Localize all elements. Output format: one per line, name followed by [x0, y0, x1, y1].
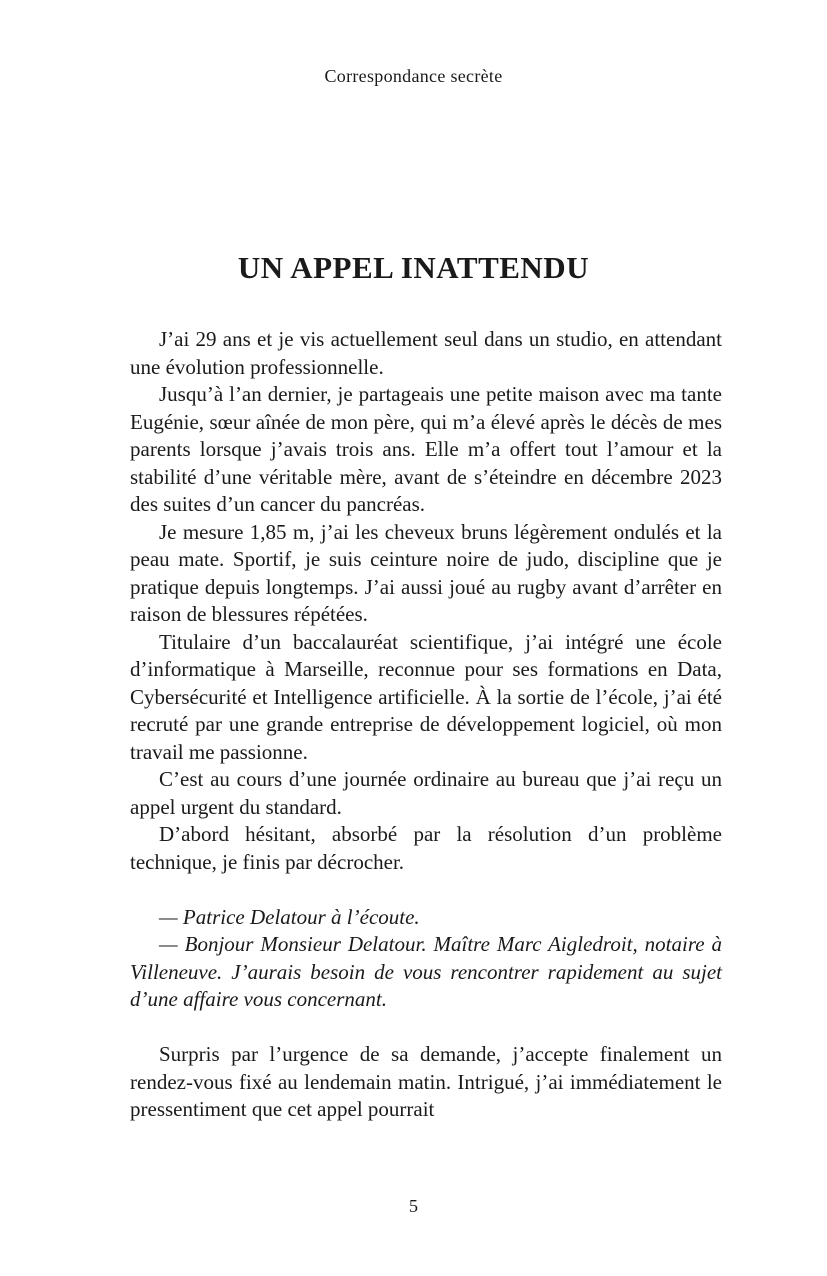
paragraph: Jusqu’à l’an dernier, je partageais une petite maison avec ma tante Eugénie, sœur aînée de mon père, qui m’a élevé après le décès de mes parents lorsque j’avais trois ans. Elle m’a offert tout l’amour et la stabilité d’une véritable mère, avant de s’éteindre en décembre 2023 des suites d’un cancer du pancréas. [130, 382, 722, 516]
paragraph: Je mesure 1,85 m, j’ai les cheveux bruns légèrement ondulés et la peau mate. Sportif, je suis ceinture noire de judo, discipline que je pratique depuis longtemps. J’ai aussi joué au rugby avant d’arrêter en raison de blessures répétées. [130, 519, 722, 626]
paragraph: Titulaire d’un baccalauréat scientifique, j’ai intégré une école d’informatique à Marseille, reconnue pour ses formations en Data, Cybersécurité et Intelligence artificielle. À la sortie de l’école, j’ai été recruté par une grande entreprise de développement logiciel, où mon travail me passionne. [130, 629, 722, 764]
paragraph: J’ai 29 ans et je vis actuellement seul dans un studio, en attendant une évolution professionnelle. [130, 327, 722, 379]
paragraph: C’est au cours d’une journée ordinaire au bureau que j’ai reçu un appel urgent du standard. [130, 767, 722, 819]
section-gap [130, 1014, 722, 1042]
text-body [130, 326, 722, 1124]
dialogue-line: — Bonjour Monsieur Delatour. Maître Marc Aigledroit, notaire à Villeneuve. J’aurais besoin de vous rencontrer rapidement au sujet d’une affaire vous concernant. [130, 932, 722, 1011]
paragraph: Surpris par l’urgence de sa demande, j’accepte finalement un rendez-vous fixé au lendemain matin. Intrigué, j’ai immédiatement le pressentiment que cet appel pourrait [130, 1042, 722, 1121]
dialogue-line: — Patrice Delatour à l’écoute. [159, 904, 420, 929]
chapter-title: UN APPEL INATTENDU [237, 250, 590, 285]
running-header: Correspondance secrète [324, 66, 503, 86]
page-number: 5 [409, 1196, 418, 1216]
paragraph: D’abord hésitant, absorbé par la résolution d’un problème technique, je finis par décrocher. [130, 822, 722, 874]
section-gap [130, 876, 722, 904]
